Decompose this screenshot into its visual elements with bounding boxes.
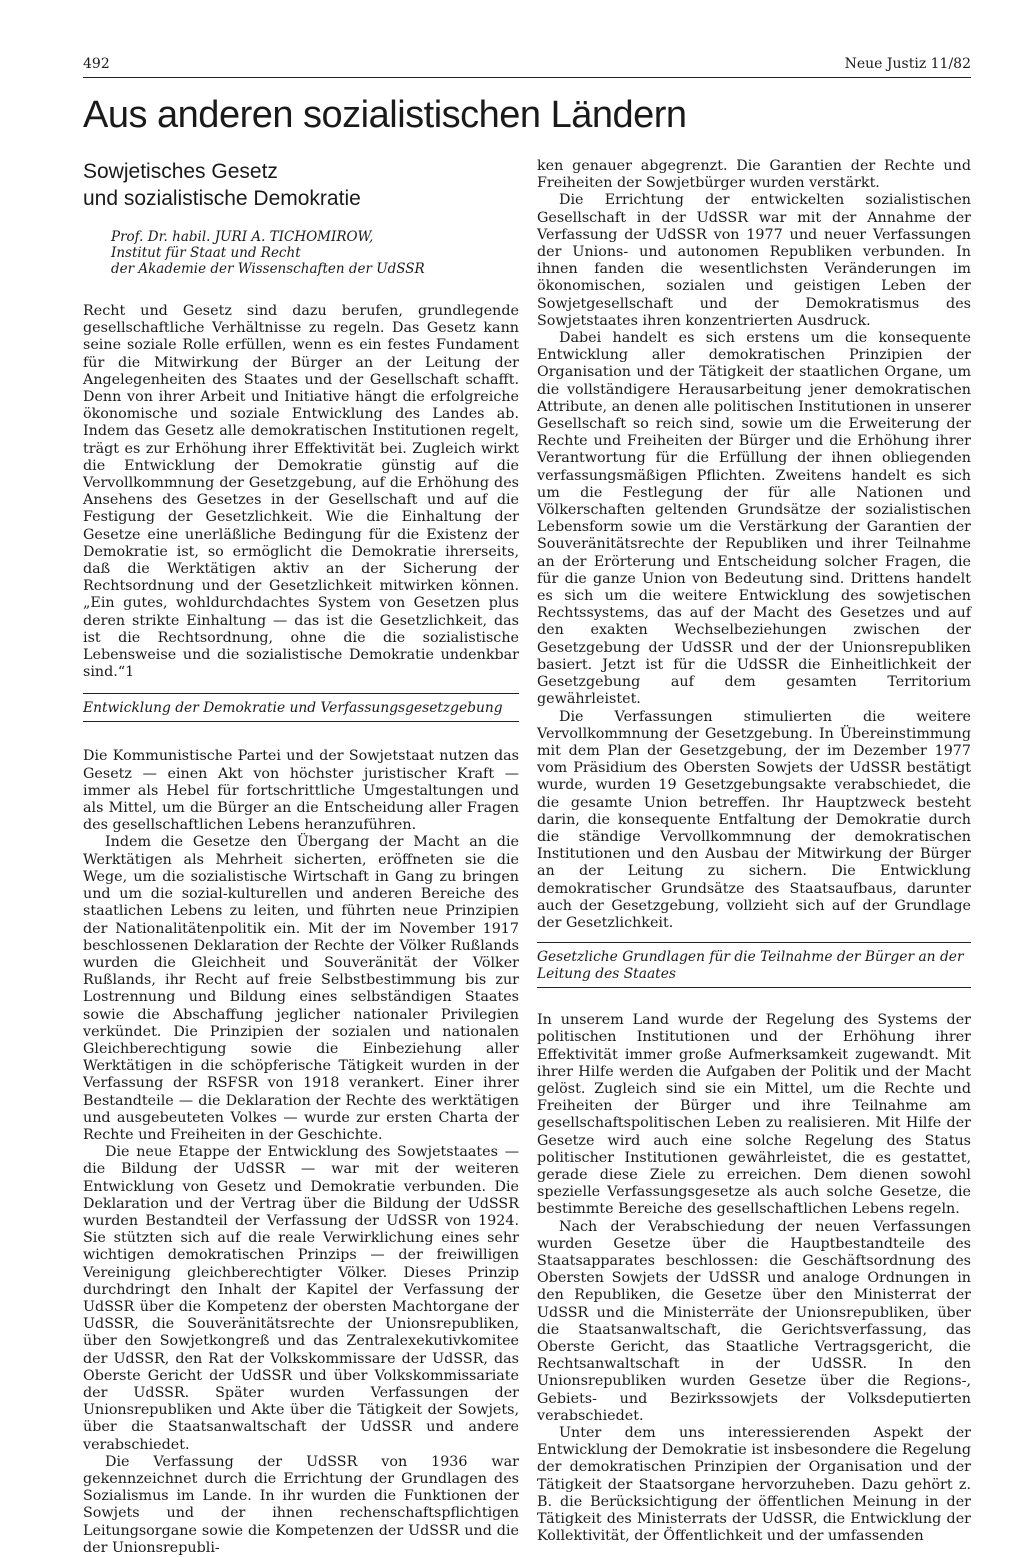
byline bbox=[111, 229, 519, 277]
intro-paragraph: Recht und Gesetz sind dazu berufen, grundlegende gesellschaftliche Verhältnisse zu regeln. Das Gesetz kann seine soziale Rolle erfüllen, wenn es ein festes Fundament für die Mitwirkung der Bürger an der Leitung der Angelegenheiten des Staates und der Gesellschaft schafft. Denn von ihrer Arbeit und Initiative hängt die erfolgreiche ökonomische und soziale Entwicklung des Landes ab. Indem das Gesetz alle demokratischen Institutionen regelt, trägt es zur Erhöhung ihrer Effektivität bei. Zugleich wirkt die Entwicklung der Demokratie günstig auf die Vervollkommnung der Gesetzgebung, auf die Erhöhung des Ansehens des Gesetzes in der Gesellschaft und auf die Festigung der Gesetzlichkeit. Wie die Einhaltung der Gesetze eine unerläßliche Bedingung für die Existenz der Demokratie ist, so ermöglicht die Demokratie ihrerseits, daß die Werktätigen aktiv an der Sicherung der Rechtsordnung und der Gesetzlichkeit mitwirken können. „Ein gutes, wohldurchdachtes System von Gesetzen plus deren strikte Einhaltung — das ist die Gesetzlichkeit, das ist die Rechtsordnung, ohne die die sozialistische Lebensweise und die sozialistische Demokratie undenkbar sind.“1 bbox=[83, 303, 519, 681]
subhead-2-frame bbox=[537, 949, 971, 988]
s1-paragraph-3: Die neue Etappe der Entwicklung des Sowjetstaates — die Bildung der UdSSR — war mit der weiteren Entwicklung von Gesetz und Demokratie verbunden. Die Deklaration und der Vertrag über die Bildung der UdSSR wurden Bestandteil der Verfassung der UdSSR von 1924. Sie stützten sich auf die reale Verwirklichung eines sehr wichtigen demokratischen Prinzips — der freiwilligen Vereinigung gleichberechtigter Völker. Dieses Prinzip durchdringt den Inhalt der Kapitel der Verfassung der UdSSR über die Kompetenz der obersten Machtorgane der UdSSR, die Souveränitätsrechte der Unionsrepubliken, über den Sowjetkongreß und das Zentralexekutivkomitee der UdSSR, den Rat der Volkskommissare der UdSSR, das Oberste Gericht der UdSSR und über Volkskommissariate der UdSSR. Später wurden Verfassungen der Unionsrepubliken und Akte über die Tätigkeit der Sowjets, über die Staatsanwaltschaft der UdSSR und andere verabschiedet. bbox=[83, 1144, 519, 1453]
s1-paragraph-2: Indem die Gesetze den Übergang der Macht an die Werktätigen als Mehrheit sicherten, eröffneten sie die Wege, um die sozialistische Wirtschaft in Gang zu bringen und um die sozial-kulturellen und anderen Bereiche des staatlichen Lebens zu leiten, und führten neue Prinzipien der Nationalitätenpolitik ein. Mit der im November 1917 beschlossenen Deklaration der Rechte der Völker Rußlands wurden die Gleichheit und Souveränität der Völker Rußlands, ihr Recht auf freie Selbstbestimmung bis zur Lostrennung und Bildung eines selbständigen Staates sowie die Abschaffung jeglicher nationaler Privilegien verkündet. Die Prinzipien der sozialen und nationalen Gleichberechtigung sowie die Einbeziehung aller Werktätigen in die schöpferische Tätigkeit wurden in der Verfassung der RSFSR von 1918 verankert. Einer ihrer Bestandteile — die Deklaration der Rechte des werktätigen und ausgebeuteten Volkes — wurde zur ersten Charta der Rechte und Freiheiten in der Geschichte. bbox=[83, 834, 519, 1143]
article-title-line2: und sozialistische Demokratie bbox=[83, 187, 361, 210]
left-column bbox=[83, 158, 519, 1557]
section-title: Aus anderen sozialistischen Ländern bbox=[83, 94, 687, 136]
affiliation-line1: Institut für Staat und Recht bbox=[111, 245, 301, 261]
article-title-line1: Sowjetisches Gesetz bbox=[83, 160, 278, 183]
subhead-1-frame bbox=[83, 700, 519, 722]
s1-paragraph-1: Die Kommunistische Partei und der Sowjetstaat nutzen das Gesetz — einen Akt von höchster juristischer Kraft — immer als Hebel für fortschrittliche Umgestaltungen und als Mittel, um die Bürger an die Entscheidung aller Fragen des gesellschaftlichen Lebens heranzuführen. bbox=[83, 748, 519, 834]
author-name: Prof. Dr. habil. JURI A. TICHOMIROW, bbox=[111, 229, 374, 245]
subhead-2: Gesetzliche Grundlagen für die Teilnahme der Bürger an der Leitung des Staates bbox=[537, 949, 964, 983]
subhead-1-block bbox=[83, 693, 519, 722]
article-title bbox=[83, 158, 519, 212]
r-paragraph-3: Dabei handelt es sich erstens um die konsequente Entwicklung aller demokratischen Prinzipien der Organisation und der Tätigkeit der staatlichen Organe, um die vollständigere Herausarbeitung jener demokratischen Attribute, an denen alle politischen Institutionen in unserer Gesellschaft so reich sind, sowie um die Erweiterung der Rechte und Freiheiten der Bürger und die Erhöhung ihrer Verantwortung für die Erfüllung der ihnen obliegenden verfassungsmäßigen Pflichten. Zweitens handelt es sich um die Festlegung der für alle Nationen und Völkerschaften geltenden Grundsätze der sozialistischen Lebensform sowie um die Verstärkung der Garantien der Souveränitätsrechte der Republiken und ihrer Teilnahme an der Erörterung und Entscheidung solcher Fragen, die für die ganze Union von Bedeutung sind. Drittens handelt es sich um die weitere Entwicklung des sowjetischen Rechtssystems, das auf der Macht des Gesetzes und auf den exakten Wechselbeziehungen zwischen der Gesetzgebung der UdSSR und der der Unionsrepubliken basiert. Jetzt ist für die UdSSR die Einheitlichkeit der Gesetzgebung auf dem gesamten Territorium gewährleistet. bbox=[537, 330, 971, 708]
subhead-2-block bbox=[537, 942, 971, 988]
right-column bbox=[537, 158, 971, 1545]
affiliation-line2: der Akademie der Wissenschaften der UdSSR bbox=[111, 261, 425, 277]
r-paragraph-2: Die Errichtung der entwickelten sozialistischen Gesellschaft in der UdSSR war mit der Annahme der Verfassung der UdSSR von 1977 und neuer Verfassungen der Unions- und autonomen Republiken verbunden. In ihnen fanden die wesentlichsten Veränderungen im ökonomischen, sozialen und geistigen Leben der Sowjetgesellschaft und der Demokratismus des Sowjetstaates ihren konzentrierten Ausdruck. bbox=[537, 192, 971, 329]
s2-paragraph-2: Nach der Verabschiedung der neuen Verfassungen wurden Gesetze über die Hauptbestandteile des Staatsapparates beschlossen: die Geschäftsordnung des Obersten Sowjets der UdSSR und analoge Ordnungen in den Republiken, die Gesetze über den Ministerrat der UdSSR und die Ministerräte der Unionsrepubliken, über die Staatsanwaltschaft, die Gerichtsverfassung, das Oberste Gericht, das Staatliche Vertragsgericht, die Rechtsanwaltschaft in der UdSSR. In den Unionsrepubliken wurden Gesetze über die Regions-, Gebiets- und Bezirkssowjets der Volksdeputierten verabschiedet. bbox=[537, 1218, 971, 1424]
page-number: 492 bbox=[83, 56, 110, 72]
journal-issue: Neue Justiz 11/82 bbox=[844, 56, 971, 72]
header-rule bbox=[83, 77, 971, 78]
r-paragraph-4: Die Verfassungen stimulierten die weitere Vervollkommnung der Gesetzgebung. In Übereinstimmung mit dem Plan der Gesetzgebung, der im Dezember 1977 vom Präsidium des Obersten Sowjets der UdSSR bestätigt wurde, wurden 19 Gesetzgebungsakte verabschiedet, die die gesamte Union betreffen. Ihr Hauptzweck besteht darin, die konsequente Entfaltung der Demokratie durch die ständige Vervollkommnung der demokratischen Institutionen und den Ausbau der Mitwirkung der Bürger an der Leitung zu sichern. Die Entwicklung demokratischer Grundsätze des Staatsaufbaus, darunter auch der Gesetzgebung, vollzieht sich auf der Grundlage der Gesetzlichkeit. bbox=[537, 708, 971, 931]
s2-paragraph-1: In unserem Land wurde der Regelung des Systems der politischen Institutionen und der Erhöhung ihrer Effektivität immer große Aufmerksamkeit zugewandt. Mit ihrer Hilfe werden die Aufgaben der Politik und der Macht gelöst. Zugleich sind sie ein Mittel, um die Rechte und Freiheiten der Bürger und ihre Teilnahme am gesellschaftspolitischen Leben zu realisieren. Mit Hilfe der Gesetze wird auch eine solche Regelung des Status politischer Institutionen gewährleistet, die es gestattet, gerade diese Ziele zu erreichen. Dem dienen sowohl spezielle Verfassungsgesetze als auch solche Gesetze, die bestimmte Bereiche des gesellschaftlichen Lebens regeln. bbox=[537, 1012, 971, 1218]
r-paragraph-1: ken genauer abgegrenzt. Die Garantien der Rechte und Freiheiten der Sowjetbürger wurden verstärkt. bbox=[537, 158, 971, 192]
s1-paragraph-4: Die Verfassung der UdSSR von 1936 war gekennzeichnet durch die Errichtung der Grundlagen des Sozialismus im Lande. In ihr wurden die Funktionen der Sowjets und der ihnen rechenschaftspflichtigen Leitungsorgane sowie die Kompetenzen der UdSSR und die der Unionsrepubli- bbox=[83, 1453, 519, 1556]
subhead-1: Entwicklung der Demokratie und Verfassungsgesetzgebung bbox=[83, 700, 503, 717]
s2-paragraph-3: Unter dem uns interessierenden Aspekt der Entwicklung der Demokratie ist insbesondere die Regelung der demokratischen Prinzipien der Organisation und der Tätigkeit der Staatsorgane hervorzuheben. Dazu gehört z. B. die Berücksichtigung der öffentlichen Meinung in der Tätigkeit des Ministerrats der UdSSR, die Entwicklung der Kollektivität, der Öffentlichkeit und der umfassenden bbox=[537, 1425, 971, 1545]
